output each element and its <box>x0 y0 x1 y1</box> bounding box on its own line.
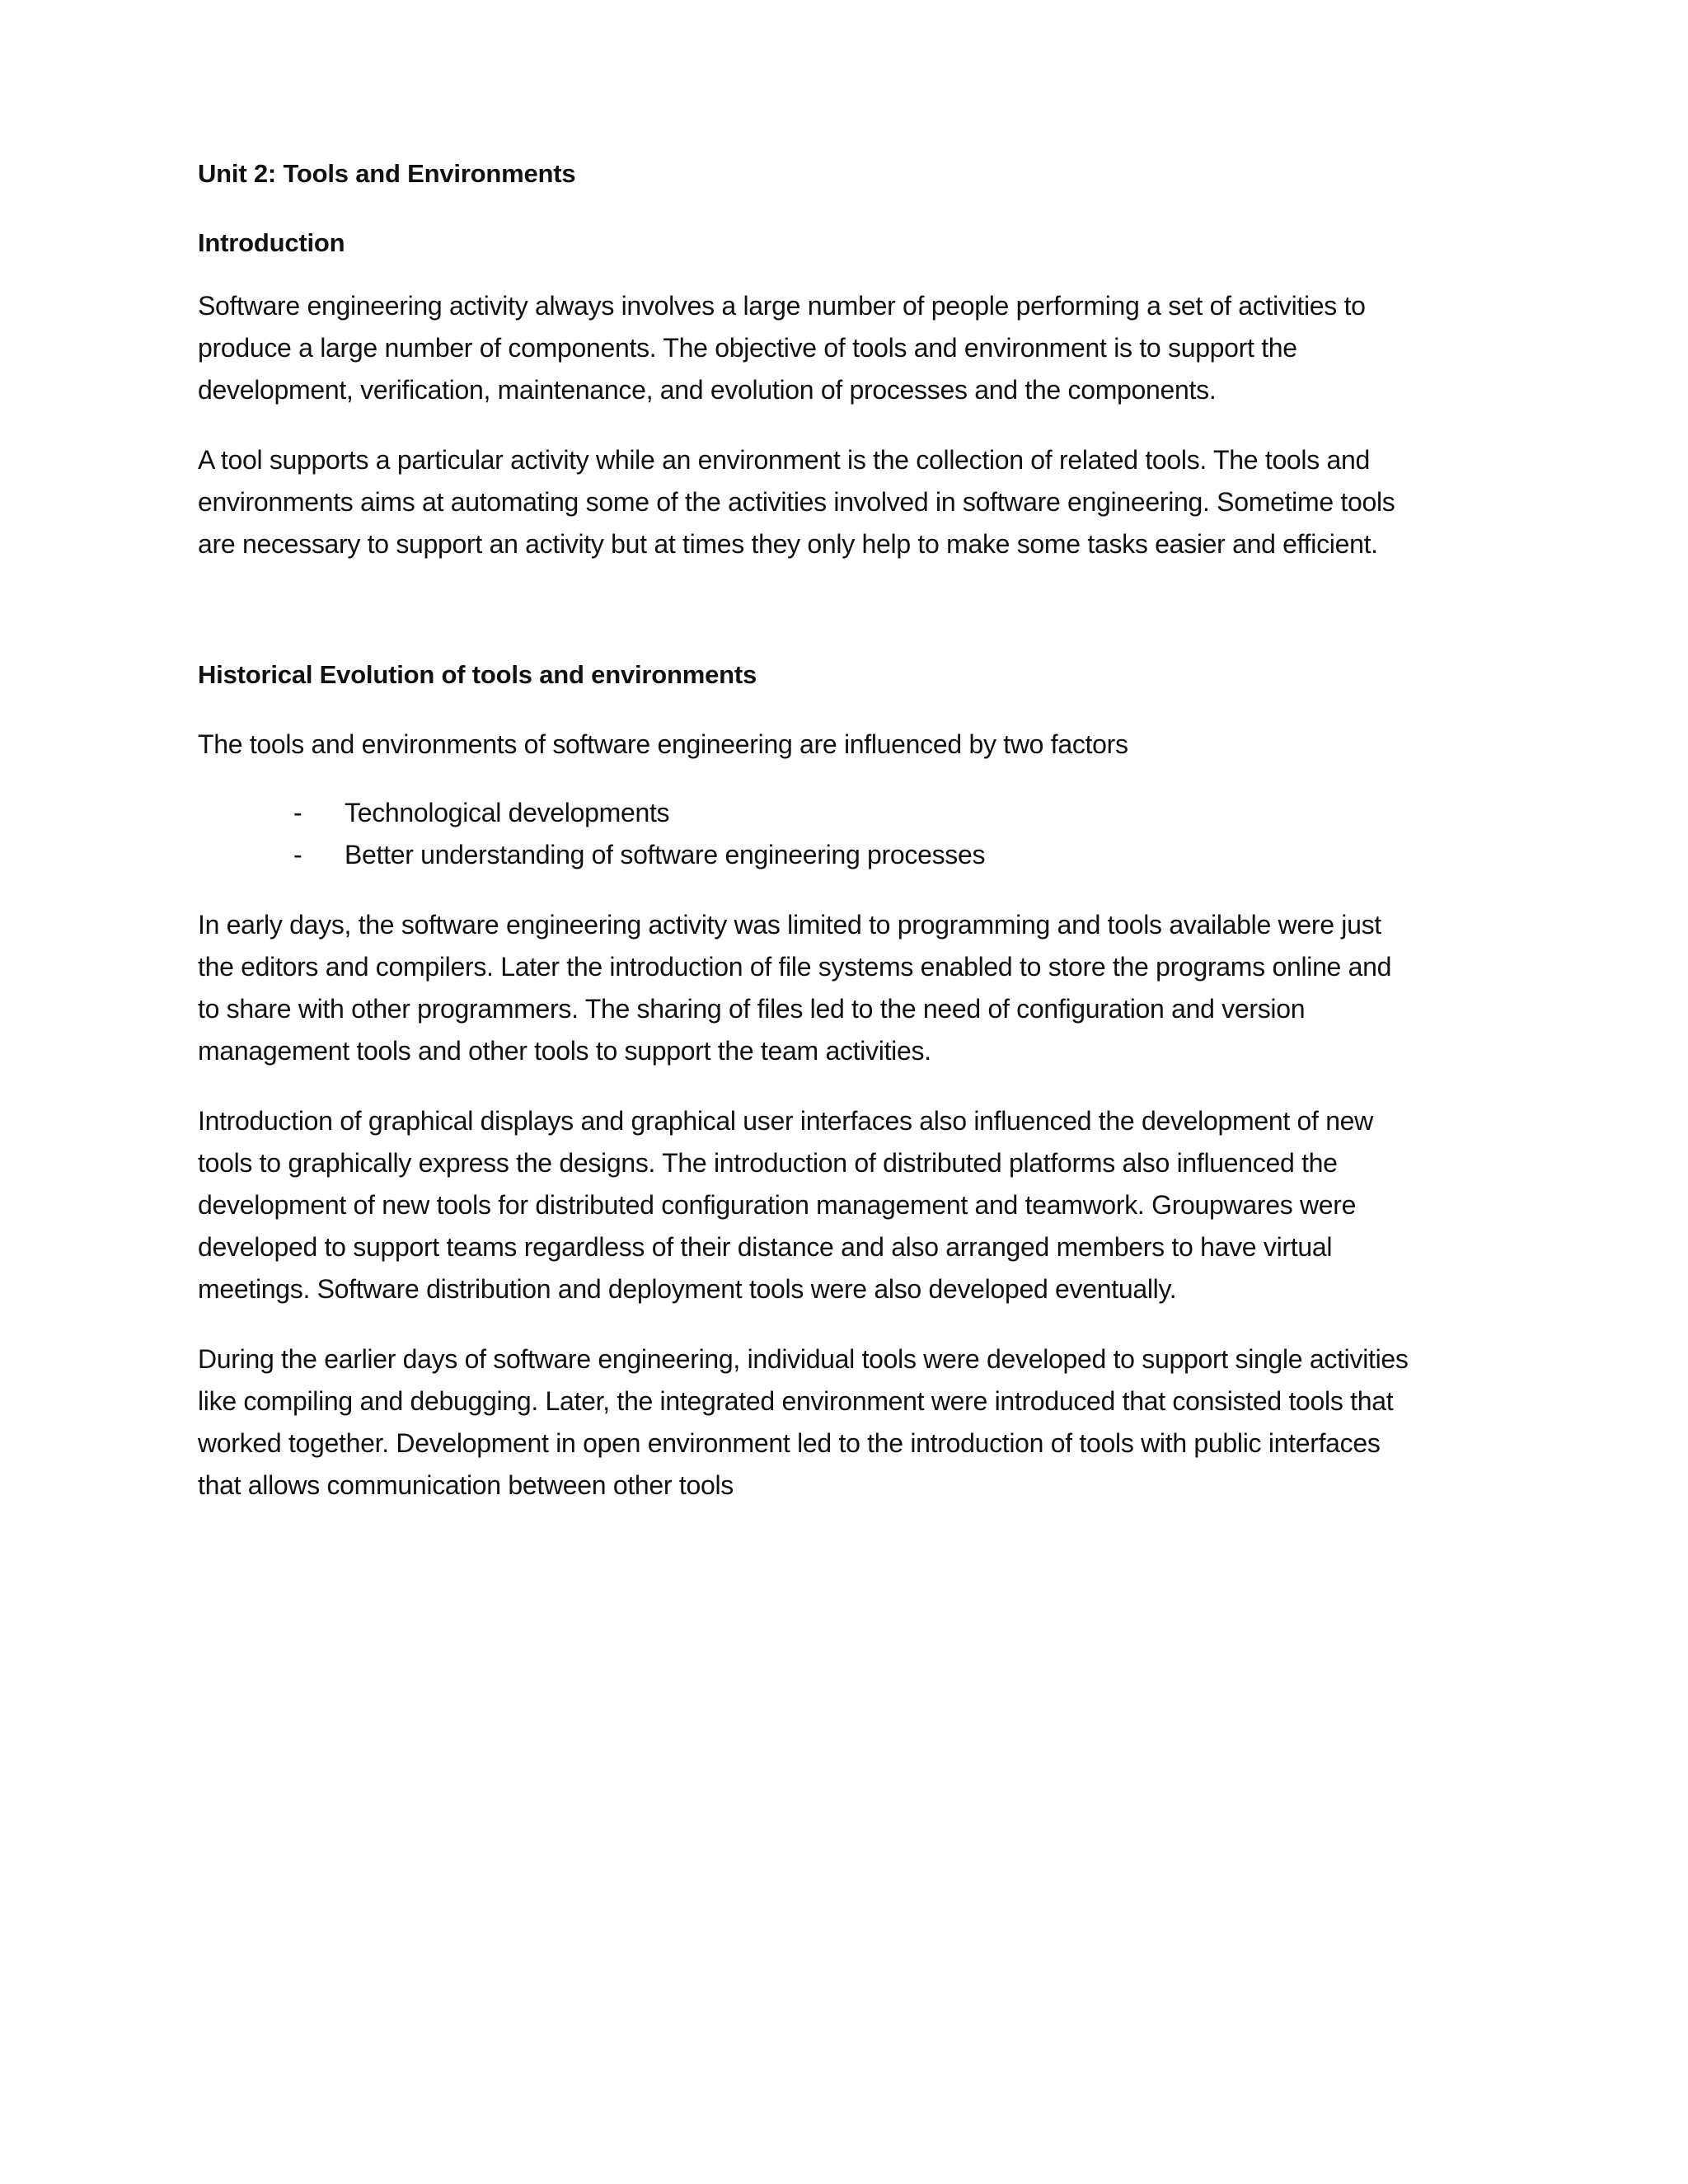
text-line: environments aims at automating some of the activities involved in software engineering. Sometime tools <box>198 487 1395 517</box>
text-line: developed to support teams regardless of their distance and also arranged members to have virtual <box>198 1232 1333 1262</box>
text-line: the editors and compilers. Later the introduction of file systems enabled to store the programs online and <box>198 952 1392 982</box>
dash-marker: - <box>293 840 302 869</box>
text-line: produce a large number of components. The objective of tools and environment is to support the <box>198 333 1297 363</box>
text-line: Software engineering activity always involves a large number of people performing a set of activities to <box>198 291 1366 321</box>
history-paragraph-1 <box>198 904 1517 1072</box>
text-line: meetings. Software distribution and deployment tools were also developed eventually. <box>198 1274 1177 1304</box>
list-item <box>198 834 1517 876</box>
factor-list <box>198 792 1517 876</box>
text-line: worked together. Development in open environment led to the introduction of tools with public interfaces <box>198 1428 1381 1458</box>
text-line: development, verification, maintenance, and evolution of processes and the components. <box>198 375 1217 405</box>
text-line: to share with other programmers. The sharing of files led to the need of configuration and version <box>198 994 1306 1024</box>
text-line: management tools and other tools to support the team activities. <box>198 1036 931 1066</box>
text-line: development of new tools for distributed configuration management and teamwork. Groupwares were <box>198 1190 1357 1220</box>
text-line: that allows communication between other tools <box>198 1470 734 1500</box>
text-line: A tool supports a particular activity while an environment is the collection of related tools. The tools and <box>198 445 1371 475</box>
text-line: like compiling and debugging. Later, the integrated environment were introduced that consisted tools that <box>198 1386 1394 1416</box>
history-paragraph-3 <box>198 1338 1517 1507</box>
unit-title: Unit 2: Tools and Environments <box>198 159 576 188</box>
list-item-text: Better understanding of software engineering processes <box>345 840 986 869</box>
text-line: During the earlier days of software engineering, individual tools were developed to support single activities <box>198 1344 1409 1374</box>
text-line: are necessary to support an activity but at times they only help to make some tasks easier and efficient. <box>198 529 1378 559</box>
intro-paragraph-1 <box>198 285 1517 411</box>
document-body <box>198 153 1517 1507</box>
list-item <box>198 792 1517 834</box>
history-intro <box>198 724 1517 766</box>
dash-marker: - <box>293 798 302 827</box>
text-line: The tools and environments of software engineering are influenced by two factors <box>198 729 1128 759</box>
text-line: tools to graphically express the designs. The introduction of distributed platforms also influenced the <box>198 1148 1338 1178</box>
text-line: Introduction of graphical displays and graphical user interfaces also influenced the development of new <box>198 1106 1373 1136</box>
intro-paragraph-2 <box>198 439 1517 565</box>
history-paragraph-2 <box>198 1100 1517 1310</box>
text-line: In early days, the software engineering activity was limited to programming and tools available were just <box>198 910 1381 940</box>
history-heading: Historical Evolution of tools and environments <box>198 660 757 689</box>
list-item-text: Technological developments <box>345 798 670 827</box>
introduction-heading: Introduction <box>198 228 345 257</box>
